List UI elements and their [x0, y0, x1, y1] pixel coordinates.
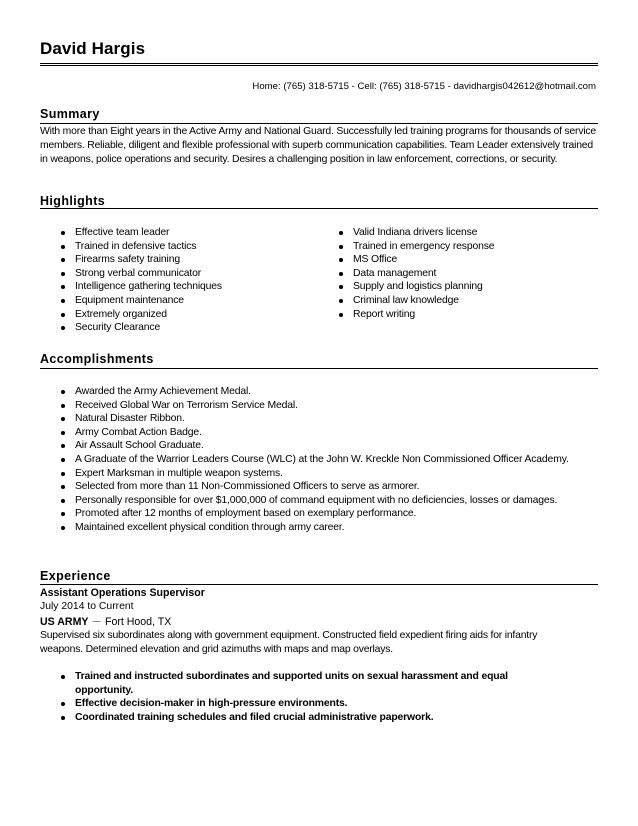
highlights-right-list [338, 226, 494, 321]
summary-heading: Summary [40, 107, 100, 121]
list-item: Coordinated training schedules and filed crucial administrative paperwork. [60, 711, 560, 725]
candidate-name: David Hargis [40, 39, 146, 58]
experience-rule [40, 584, 598, 585]
list-item: Valid Indiana drivers license [338, 226, 494, 240]
accomplishments-rule [40, 368, 598, 369]
list-item: Supply and logistics planning [338, 280, 494, 294]
list-item: Maintained excellent physical condition through army career. [60, 521, 569, 535]
job-bullets [60, 670, 560, 724]
list-item: Strong verbal communicator [60, 267, 222, 281]
list-item: Trained and instructed subordinates and supported units on sexual harassment and equal opportunity. [60, 670, 560, 697]
list-item: Security Clearance [60, 321, 222, 335]
summary-text: With more than Eight years in the Active Army and National Guard. Successfully led training programs for thousands of service members. Reliable, diligent and flexible professional with superb communication capabilities. Team Leader extensively trained in weapons, police operations and security. Desires a challenging position in law enforcement, corrections, or security. [40, 126, 596, 165]
list-item: Selected from more than 11 Non-Commissioned Officers to serve as armorer. [60, 480, 569, 494]
list-item: Expert Marksman in multiple weapon systems. [60, 467, 569, 481]
summary-rule [40, 123, 598, 124]
list-item: Data management [338, 267, 494, 281]
list-item: Firearms safety training [60, 253, 222, 267]
list-item: Extremely organized [60, 308, 222, 322]
job-description: Supervised six subordinates along with government equipment. Constructed field expedient firing aids for infantry weapons. Determined elevation and grid azimuths with maps and map overlays. [40, 630, 538, 655]
experience-heading: Experience [40, 569, 111, 583]
accomplishments-list [60, 385, 569, 535]
list-item: Received Global War on Terrorism Service Medal. [60, 399, 569, 413]
list-item: Air Assault School Graduate. [60, 439, 569, 453]
list-item: Trained in emergency response [338, 240, 494, 254]
list-item: Personally responsible for over $1,000,000 of command equipment with no deficiencies, losses or damages. [60, 494, 569, 508]
job-employer: US ARMY [40, 616, 89, 628]
list-item: Equipment maintenance [60, 294, 222, 308]
accomplishments-heading: Accomplishments [40, 352, 154, 366]
list-item: A Graduate of the Warrior Leaders Course (WLC) at the John W. Kreckle Non Commissioned Officer Academy. [60, 453, 569, 467]
list-item: MS Office [338, 253, 494, 267]
list-item: Criminal law knowledge [338, 294, 494, 308]
job-employer-line [40, 614, 171, 629]
list-item: Intelligence gathering techniques [60, 280, 222, 294]
list-item: Promoted after 12 months of employment based on exemplary performance. [60, 507, 569, 521]
highlights-heading: Highlights [40, 194, 106, 208]
list-item: Trained in defensive tactics [60, 240, 222, 254]
list-item: Natural Disaster Ribbon. [60, 412, 569, 426]
list-item: Report writing [338, 308, 494, 322]
contact-line: Home: (765) 318-5715 - Cell: (765) 318-5715 - davidhargis042612@hotmail.com [252, 81, 596, 92]
job-title: Assistant Operations Supervisor [40, 587, 205, 599]
list-item: Army Combat Action Badge. [60, 426, 569, 440]
employer-separator: － [91, 616, 103, 628]
job-location: Fort Hood, TX [104, 616, 172, 628]
header-rule [40, 63, 598, 66]
list-item: Awarded the Army Achievement Medal. [60, 385, 569, 399]
highlights-rule [40, 208, 598, 209]
job-dates: July 2014 to Current [40, 601, 134, 612]
list-item: Effective team leader [60, 226, 222, 240]
list-item: Effective decision-maker in high-pressure environments. [60, 697, 560, 711]
highlights-left-list [60, 226, 222, 335]
